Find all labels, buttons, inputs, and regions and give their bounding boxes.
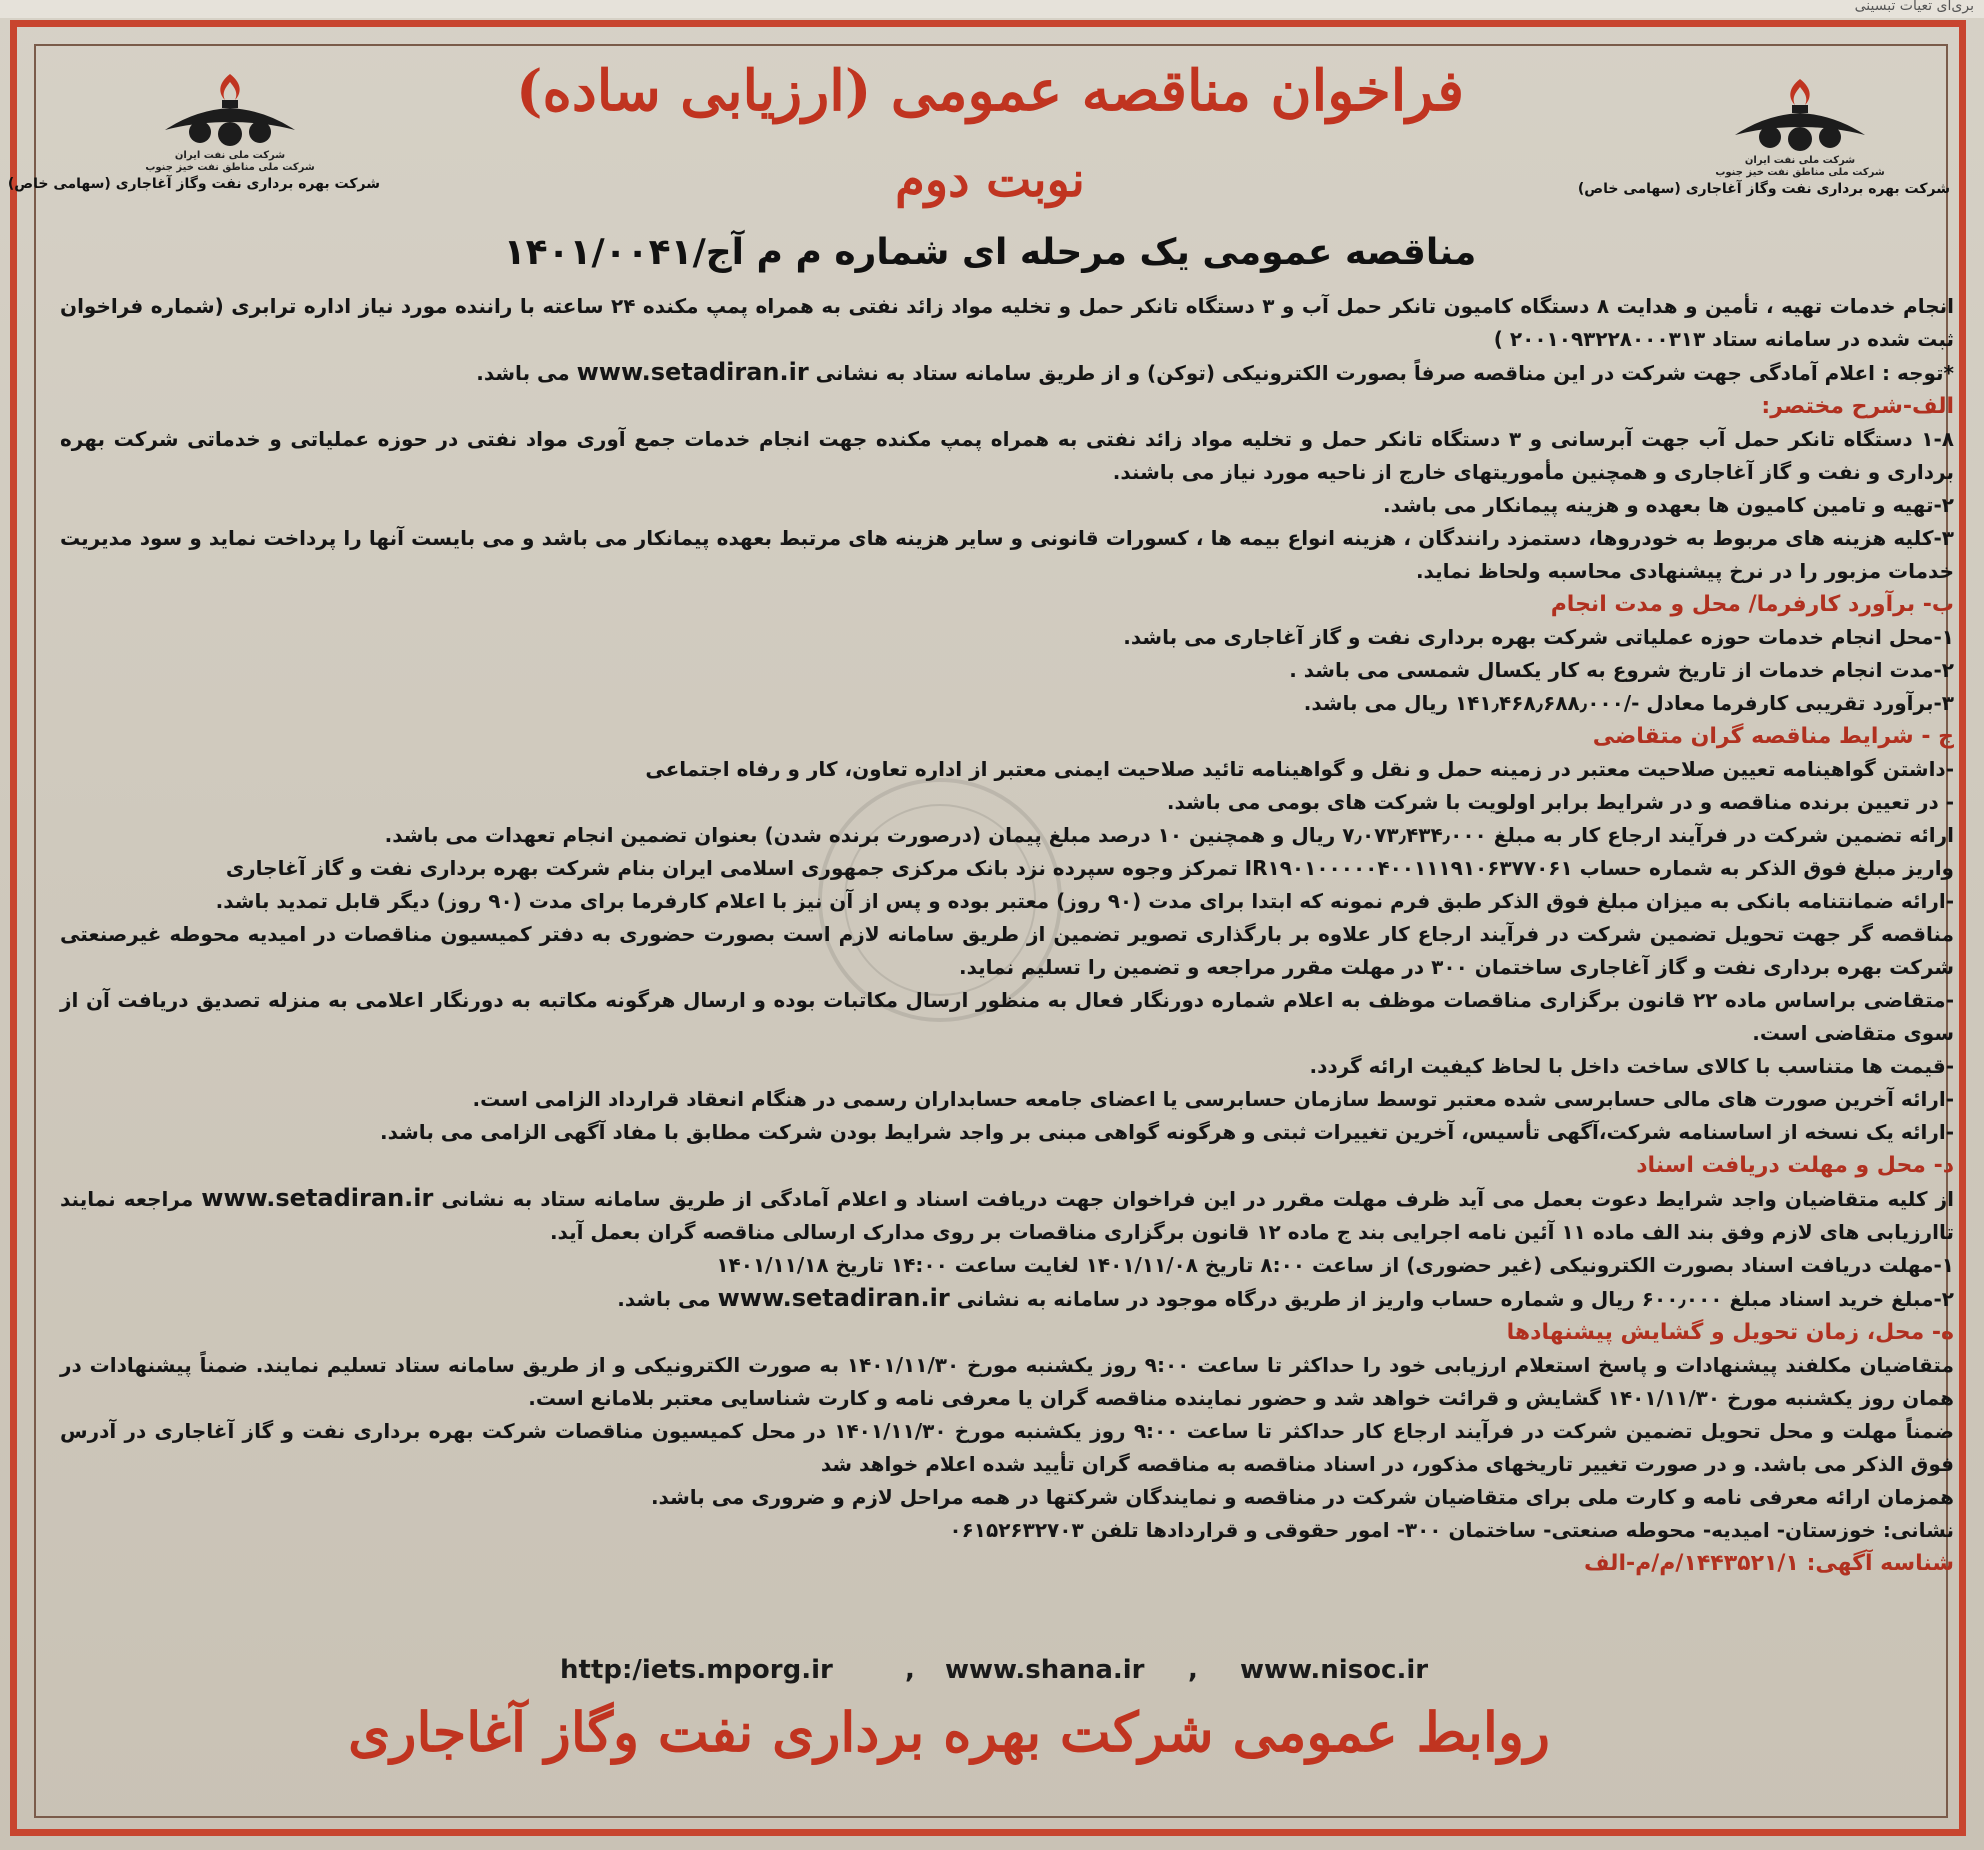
section-d-item-2	[60, 1282, 1954, 1316]
section-c-item-9: -ارائه آخرین صورت های مالی حسابرسی شده معتبر توسط سازمان حسابرسی یا اعضای جامعه حسابداران رسمی در هنگام انعقاد قرارداد الزامی است.	[472, 1087, 1954, 1111]
logo-right-caption: شرکت بهره برداری نفت وگاز آغاجاری (سهامی خاص)	[1577, 181, 1950, 197]
section-d-heading: د- محل و مهلت دریافت اسناد	[1636, 1153, 1954, 1178]
section-a-item-1: ۱-۸ دستگاه تانکر حمل آب جهت آبرسانی و ۳ دستگاه تانکر حمل و تخلیه مواد زائد نفتی به همراه پمپ مکنده جهت انجام خدمات جمع آوری مواد نفتی در حوزه عملیاتی و خدماتی شرکت بهره برداری و نفت و گاز آغاجاری و همچنین مأموریتهای خارج از ناحیه مورد نیاز می باشند.	[60, 427, 1954, 484]
setadiran-link[interactable]: www.setadiran.ir	[576, 358, 809, 386]
section-b-item-2: ۲-مدت انجام خدمات از تاریخ شروع به کار یکسال شمسی می باشد .	[1289, 658, 1954, 682]
link-nisoc[interactable]: www.nisoc.ir	[1240, 1655, 1429, 1685]
note-text-end: می باشد.	[476, 361, 570, 385]
link-separator: ,	[1188, 1655, 1198, 1685]
section-b-item-3: ۳-برآورد تقریبی کارفرما معادل -/۱۴۱٫۴۶۸٫۶۸۸٫۰۰۰ ریال می باشد.	[1303, 691, 1954, 715]
section-c-item-10: -ارائه یک نسخه از اساسنامه شرکت،آگهی تأسیس، آخرین تغییرات ثبتی و هرگونه گواهی مبنی بر واجد شرایط بودن شرکت مطابق با مفاد آگهی الزامی می باشد.	[379, 1120, 1954, 1144]
note-text-start: *توجه : اعلام آمادگی جهت شرکت در این مناقصه صرفاً بصورت الکترونیکی (توکن) و از طریق سامانه ستاد به نشانی	[815, 361, 1954, 385]
logo-left-caption: شرکت بهره برداری نفت وگاز آغاجاری (سهامی خاص)	[7, 176, 380, 192]
intro-paragraph: انجام خدمات تهیه ، تأمین و هدایت ۸ دستگاه کامیون تانکر حمل آب و ۳ دستگاه تانکر حمل و تخلیه مواد زائد نفتی به همراه پمپ مکنده ۲۴ ساعته با راننده مورد نیاز اداره ترابری (شماره فراخوان ثبت شده در سامانه ستاد ۲۰۰۱۰۹۳۲۲۸۰۰۰۳۱۳ )	[60, 294, 1954, 351]
logo-left-small-line2: شرکت ملی مناطق نفت خیز جنوب	[145, 162, 315, 173]
section-b-item-1: ۱-محل انجام خدمات حوزه عملیاتی شرکت بهره برداری نفت و گاز آغاجاری می باشد.	[1123, 625, 1954, 649]
section-d-intro	[60, 1182, 1954, 1249]
address-line: نشانی: خوزستان- امیدیه- محوطه صنعتی- ساختمان ۳۰۰- امور حقوقی و قراردادها تلفن ۰۶۱۵۲۶۳۲۷۰۳	[949, 1518, 1954, 1542]
section-d-item-2-end: می باشد.	[617, 1287, 711, 1311]
section-d-intro-start: از کلیه متقاضیان واجد شرایط دعوت بعمل می آید ظرف مهلت مقرر در این فراخوان جهت دریافت اسناد و اعلام آمادگی از طریق سامانه ستاد به نشانی	[441, 1187, 1954, 1211]
section-a-item-2: ۲-تهیه و تامین کامیون ها بعهده و هزینه پیمانکار می باشد.	[1383, 493, 1954, 517]
logo-left-small-line1: شرکت ملی نفت ایران	[174, 150, 286, 161]
section-e-heading: ه- محل، زمان تحویل و گشایش پیشنهادها	[1506, 1320, 1954, 1345]
footer-links	[560, 1655, 1460, 1695]
section-d-item-2-start: ۲-مبلغ خرید اسناد مبلغ ۶۰۰٫۰۰۰ ریال و شماره حساب واریز از طریق درگاه موجود در سامانه به نشانی	[956, 1287, 1954, 1311]
footer-signature: روابط عمومی شرکت بهره برداری نفت وگاز آغاجاری	[348, 1700, 1550, 1764]
section-c-item-2: - در تعیین برنده مناقصه و در شرایط برابر اولویت با شرکت های بومی می باشد.	[1166, 790, 1954, 814]
section-c-heading: ج - شرایط مناقصه گران متقاضی	[1592, 724, 1954, 749]
section-d-item-1: ۱-مهلت دریافت اسناد بصورت الکترونیکی (غیر حضوری) از ساعت ۸:۰۰ تاریخ ۱۴۰۱/۱۱/۰۸ لغایت ساعت ۱۴:۰۰ تاریخ ۱۴۰۱/۱۱/۱۸	[716, 1253, 1954, 1277]
setadiran-link[interactable]: www.setadiran.ir	[717, 1284, 950, 1312]
announcement-body	[60, 290, 1954, 1580]
logo-right-small-line2: شرکت ملی مناطق نفت خیز جنوب	[1715, 167, 1885, 178]
top-strip-text: بری‌ای تعیات تبسینی	[1854, 0, 1974, 14]
section-e-item-1: متقاضیان مکلفند پیشنهادات و پاسخ استعلام ارزیابی خود را حداکثر تا ساعت ۹:۰۰ روز یکشنبه مورخ ۱۴۰۱/۱۱/۳۰ به صورت الکترونیکی و از طریق سامانه ستاد تسلیم نمایند. ضمناً پیشنهادات در همان روز یکشنبه مورخ ۱۴۰۱/۱۱/۳۰ گشایش و قرائت خواهد شد و حضور نماینده مناقصه گران یا معرفی نامه و کارت شناسایی معتبر بلامانع است.	[60, 1353, 1954, 1410]
oil-flame-logo-icon	[155, 70, 305, 150]
link-separator: ,	[905, 1655, 915, 1685]
section-c-item-1: -داشتن گواهینامه تعیین صلاحیت معتبر در زمینه حمل و نقل و گواهینامه تائید صلاحیت ایمنی معتبر از اداره تعاون، کار و رفاه اجتماعی	[645, 757, 1954, 781]
logo-right-small-line1: شرکت ملی نفت ایران	[1744, 155, 1856, 166]
section-c-item-8: -قیمت ها متناسب با کالای ساخت داخل با لحاظ کیفیت ارائه گردد.	[1309, 1054, 1954, 1078]
top-strip	[0, 0, 1984, 18]
section-e-item-2: ضمناً مهلت و محل تحویل تضمین شرکت در فرآیند ارجاع کار حداکثر تا ساعت ۹:۰۰ روز یکشنبه مورخ ۱۴۰۱/۱۱/۳۰ در محل کمیسیون مناقصات شرکت بهره برداری نفت و گاز آغاجاری در آدرس فوق الذکر می باشد. و در صورت تغییر تاریخهای مذکور، در اسناد مناقصه به مناقصه گران تأیید شده اعلام خواهد شد	[60, 1419, 1955, 1476]
tender-heading: مناقصه عمومی یک مرحله ای شماره م م آج/۱۴۰۱/۰۰۴۱	[503, 232, 1477, 273]
section-c-item-4: واریز مبلغ فوق الذکر به شماره حساب IR۱۹۰۱۰۰۰۰۰۴۰۰۱۱۱۹۱۰۶۳۷۷۰۶۱ تمرکز وجوه سپرده نزد بانک مرکزی جمهوری اسلامی ایران بنام شرکت بهره برداری نفت و گاز آغاجاری	[225, 856, 1954, 880]
section-d-intro-end: مراجعه نمایند تاارزیابی های لازم وفق بند الف ماده ۱۱ آئین نامه اجرایی بند ج ماده ۱۲ قانون برگزاری مناقصات بر روی مدارک ارسالی مناقصه گران بعمل آید.	[60, 1187, 1954, 1244]
section-e-item-3: همزمان ارائه معرفی نامه و کارت ملی برای متقاضیان شرکت در مناقصه و نمایندگان شرکتها در همه مراحل لازم و ضروری می باشد.	[650, 1485, 1954, 1509]
section-c-item-3: ارائه تضمین شرکت در فرآیند ارجاع کار به مبلغ ۷٫۰۷۳٫۴۳۴٫۰۰۰ ریال و همچنین ۱۰ درصد مبلغ پیمان (درصورت برنده شدن) بعنوان تضمین انجام تعهدات می باشد.	[384, 823, 1954, 847]
page-title: فراخوان مناقصه عمومی (ارزیابی ساده)	[516, 58, 1464, 124]
section-c-item-6: مناقصه گر جهت تحویل تضمین شرکت در فرآیند ارجاع کار علاوه بر بارگذاری تصویر تضمین از طریق سامانه لازم است بصورت حضوری به دفتر کمیسیون مناقصات در امیدیه محوطه غیرصنعتی شرکت بهره برداری نفت و گاز آغاجاری ساختمان ۳۰۰ در مهلت مقرر مراجعه و تضمین را تسلیم نماید.	[60, 922, 1954, 979]
link-shana[interactable]: www.shana.ir	[945, 1655, 1145, 1685]
logo-right	[1577, 75, 1950, 235]
section-c-item-5: -ارائه ضمانتنامه بانکی به میزان مبلغ فوق الذکر طبق فرم نمونه که ابتدا برای مدت (۹۰ روز) معتبر بوده و پس از آن نیز با اعلام کارفرما برای مدت (۹۰ روز) دیگر قابل تمدید باشد.	[215, 889, 1954, 913]
setadiran-link[interactable]: www.setadiran.ir	[201, 1184, 434, 1212]
section-c-item-7: -متقاضی براساس ماده ۲۲ قانون برگزاری مناقصات موظف به اعلام شماره دورنگار فعال به منظور ارسال مکاتبات بوده و ارسال هرگونه مکاتبه به دورنگار اعلامی به منزله تصدیق دریافت آن از سوی متقاضی است.	[60, 988, 1954, 1045]
section-a-item-3: ۳-کلیه هزینه های مربوط به خودروها، دستمزد رانندگان ، هزینه انواع بیمه ها ، کسورات قانونی و سایر هزینه های مرتبط بعهده پیمانکار می باشد و می بایست آنها را پرداخت نماید و سود مدیریت خدمات مزبور را در نرخ پیشنهادی محاسبه ولحاظ نماید.	[60, 526, 1954, 583]
note-paragraph	[60, 356, 1954, 390]
page-subtitle: نوبت دوم	[895, 152, 1085, 208]
oil-flame-logo-icon	[1725, 75, 1875, 155]
logo-left	[7, 70, 380, 230]
section-a-heading: الف-شرح مختصر:	[1761, 394, 1954, 419]
section-b-heading: ب- برآورد کارفرما/ محل و مدت انجام	[1550, 592, 1954, 617]
link-iets[interactable]: http:/iets.mporg.ir	[560, 1655, 833, 1685]
ad-id-line: شناسه آگهی: ۱۴۴۳۵۲۱/۱/م/م-الف	[1583, 1551, 1954, 1576]
